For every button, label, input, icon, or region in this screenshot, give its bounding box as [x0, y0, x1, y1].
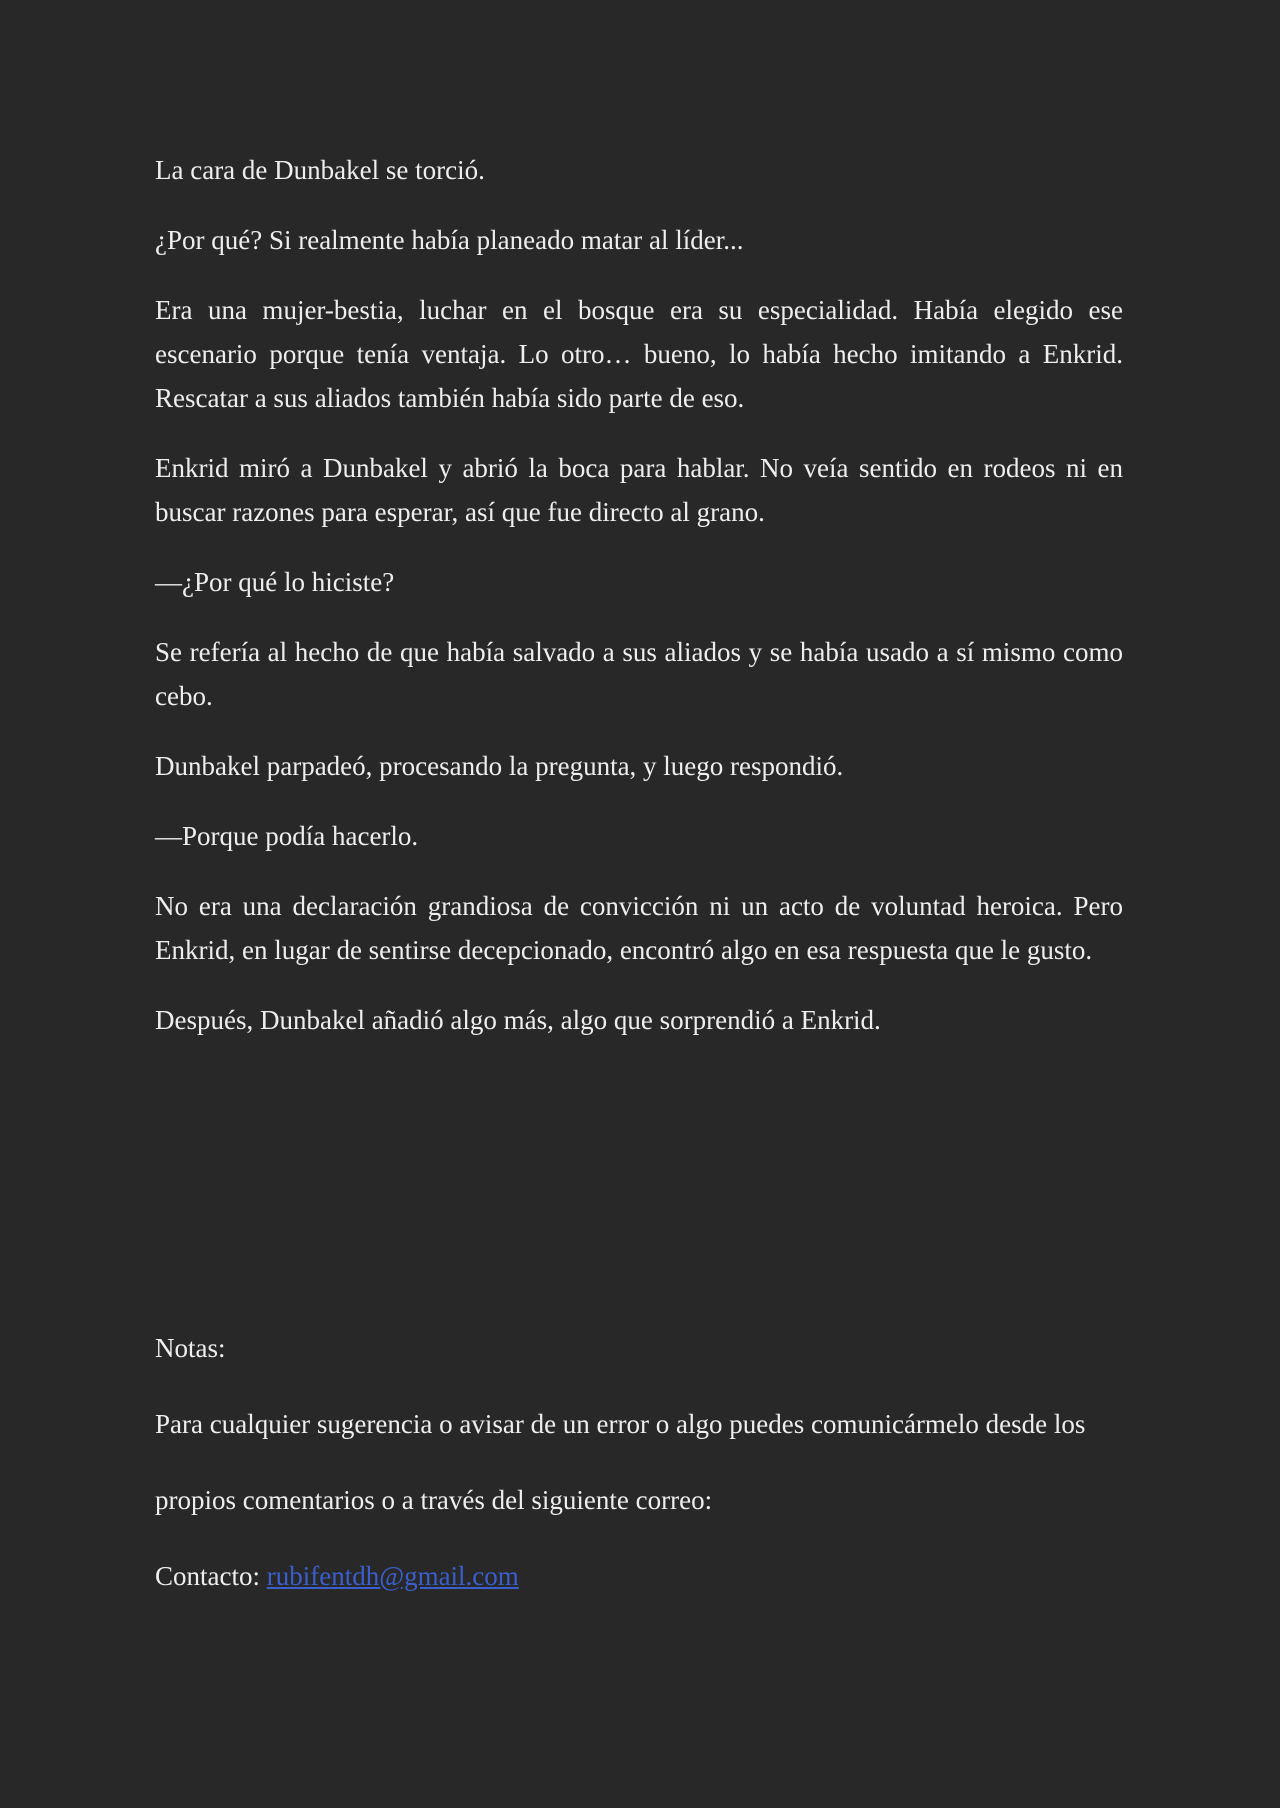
notes-section — [155, 1326, 1123, 1598]
contact-label: Contacto: — [155, 1561, 267, 1591]
email-link[interactable]: rubifentdh@gmail.com — [266, 1561, 519, 1591]
contact-line — [155, 1554, 1123, 1598]
notes-line-1: Para cualquier sugerencia o avisar de un error o algo puedes comunicármelo desde los — [155, 1409, 1086, 1439]
paragraph: Dunbakel parpadeó, procesando la pregunta, y luego respondió. — [155, 751, 844, 781]
paragraph: —Porque podía hacerlo. — [155, 821, 419, 851]
notes-heading: Notas: — [155, 1333, 226, 1363]
story-text — [155, 148, 1123, 1042]
paragraph: ¿Por qué? Si realmente había planeado matar al líder... — [155, 225, 744, 255]
notes-line-2: propios comentarios o a través del siguiente correo: — [155, 1485, 713, 1515]
paragraph: Enkrid miró a Dunbakel y abrió la boca para hablar. No veía sentido en rodeos ni en buscar razones para esperar, así que fue directo al grano. — [155, 453, 1123, 527]
chapter-page — [155, 148, 1123, 1630]
paragraph: Se refería al hecho de que había salvado a sus aliados y se había usado a sí mismo como cebo. — [155, 637, 1123, 711]
paragraph: Era una mujer-bestia, luchar en el bosque era su especialidad. Había elegido ese escenario porque tenía ventaja. Lo otro… bueno, lo había hecho imitando a Enkrid. Rescatar a sus aliados también había sido parte de eso. — [155, 295, 1123, 413]
paragraph: La cara de Dunbakel se torció. — [155, 155, 485, 185]
paragraph: —¿Por qué lo hiciste? — [155, 567, 395, 597]
paragraph: No era una declaración grandiosa de convicción ni un acto de voluntad heroica. Pero Enkrid, en lugar de sentirse decepcionado, encontró algo en esa respuesta que le gusto. — [155, 891, 1123, 965]
paragraph: Después, Dunbakel añadió algo más, algo que sorprendió a Enkrid. — [155, 1005, 881, 1035]
